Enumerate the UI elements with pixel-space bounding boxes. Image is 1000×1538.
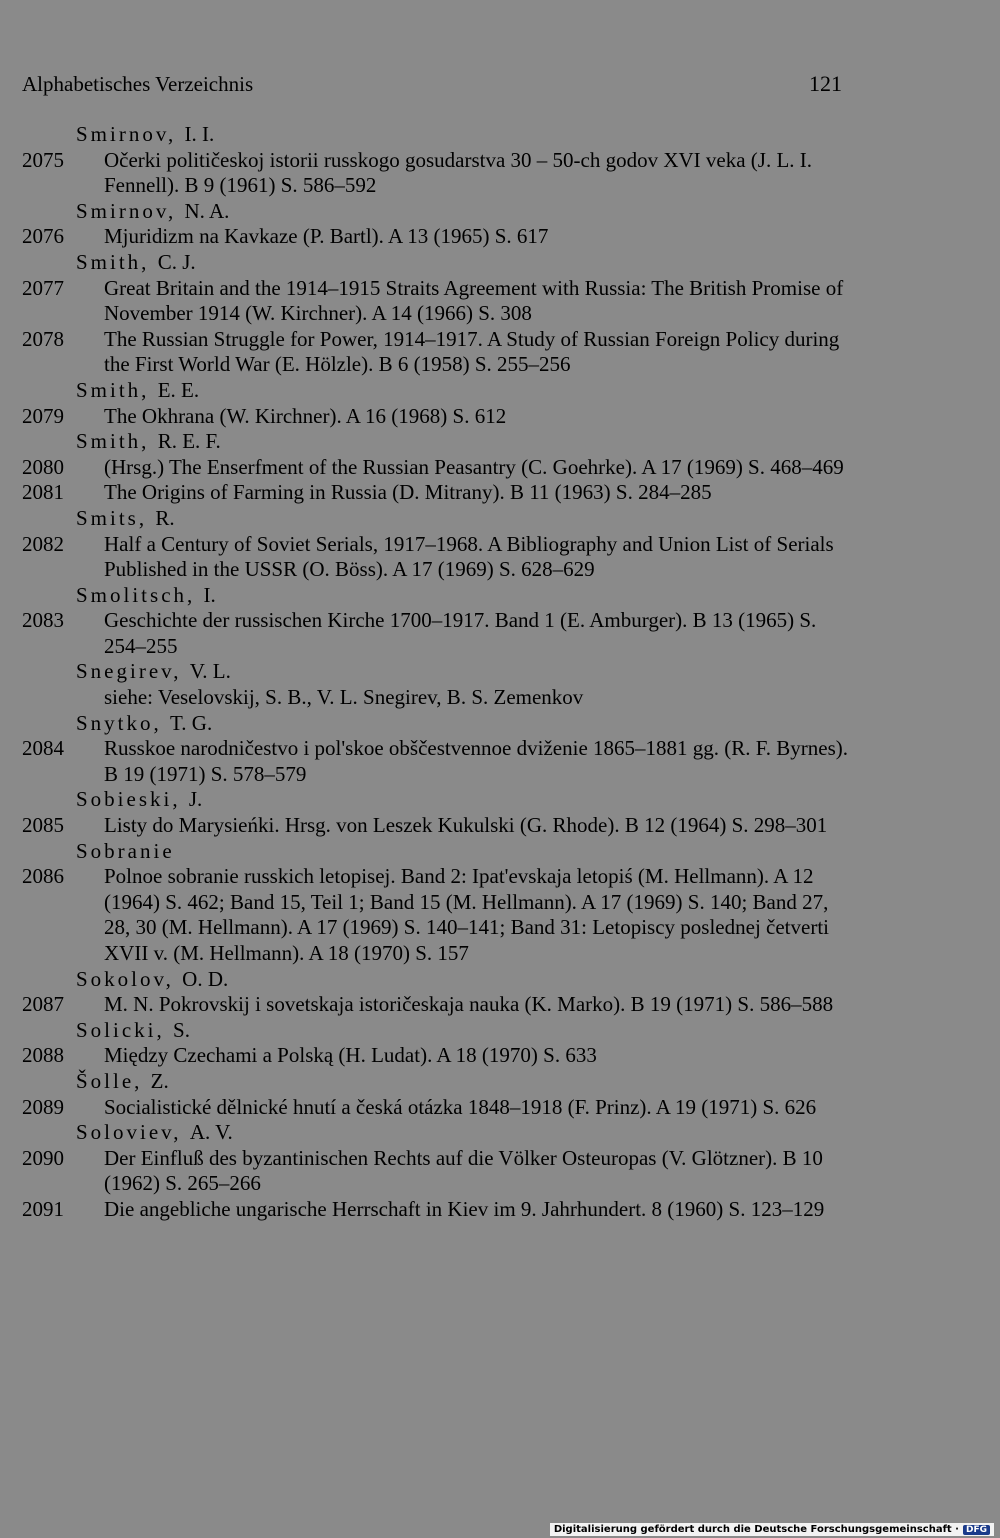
author-surname: Smirnov, [76, 198, 177, 223]
author-heading [22, 1069, 852, 1095]
index-entry [22, 992, 852, 1018]
entry-number: 2080 [22, 454, 64, 479]
author-initials: C. J. [157, 249, 196, 274]
author-heading [22, 711, 852, 737]
author-surname: Sokolov, [76, 966, 174, 991]
entry-text: Die angebliche ungarische Herrschaft in Kiev im 9. Jahrhundert. 8 (1960) S. 123–129 [104, 1196, 825, 1221]
author-initials: R. E. F. [157, 429, 221, 454]
author-surname: Smith, [76, 249, 150, 274]
entry-number: 2078 [22, 326, 64, 351]
index-entry [22, 685, 852, 711]
entry-number [22, 685, 104, 711]
page-title: Alphabetisches Verzeichnis [22, 72, 254, 96]
entry-number: 2084 [22, 736, 64, 761]
author-surname: Sobieski, [76, 787, 181, 812]
entry-text: Socialistické dělnické hnutí a česká otázka 1848–1918 (F. Prinz). A 19 (1971) S. 626 [104, 1094, 817, 1119]
entry-number: 2083 [22, 608, 64, 633]
index-entry [22, 608, 852, 659]
entry-number: 2089 [22, 1094, 64, 1119]
index-entry [22, 736, 852, 787]
entry-number: 2086 [22, 864, 64, 889]
author-surname: Snytko, [76, 710, 162, 735]
entry-text: The Russian Struggle for Power, 1914–1917. A Study of Russian Foreign Policy during the First World War (E. Hölzle). B 6 (1958) S. 255–256 [104, 326, 840, 377]
entry-number: 2090 [22, 1145, 64, 1170]
entry-number: 2082 [22, 531, 64, 556]
entry-text: Half a Century of Soviet Serials, 1917–1968. A Bibliography and Union List of Serials Published in the USSR (O. Böss). A 17 (1969) S. 628–629 [104, 531, 834, 582]
entry-text: The Origins of Farming in Russia (D. Mitrany). B 11 (1963) S. 284–285 [104, 480, 712, 505]
entry-number: 2079 [22, 403, 64, 428]
author-heading [22, 199, 852, 225]
author-heading [22, 506, 852, 532]
index-entry [22, 1095, 852, 1121]
index-entry [22, 224, 852, 250]
entry-text: Mjuridizm na Kavkaze (P. Bartl). A 13 (1965) S. 617 [104, 224, 549, 249]
page-number: 121 [809, 71, 842, 96]
author-heading [22, 122, 852, 148]
author-initials: I. I. [184, 122, 215, 146]
entry-text: Great Britain and the 1914–1915 Straits Agreement with Russia: The British Promise of November 1914 (W. Kirchner). A 14 (1966) S. 308 [104, 275, 844, 326]
entry-text: Russkoe narodničestvo i pol'skoe obščestvennoe dviženie 1865–1881 gg. (R. F. Byrnes). B 19 (1971) S. 578–579 [104, 736, 848, 786]
index-entry [22, 813, 852, 839]
entry-number: 2075 [22, 147, 64, 172]
index-entry [22, 404, 852, 430]
index-entry [22, 1146, 852, 1197]
author-initials: A. V. [189, 1120, 233, 1145]
entry-number: 2091 [22, 1196, 64, 1221]
author-surname: Soloviev, [76, 1120, 182, 1145]
entry-number: 2088 [22, 1043, 64, 1068]
author-initials: E. E. [157, 377, 200, 402]
entry-text: Między Czechami a Polską (H. Ludat). A 18 (1970) S. 633 [104, 1043, 597, 1068]
entry-number: 2085 [22, 813, 64, 838]
author-initials: O. D. [182, 966, 229, 991]
index-entry [22, 148, 852, 199]
author-initials: V. L. [189, 659, 231, 684]
author-surname: Smolitsch, [76, 582, 196, 607]
author-initials: N. A. [184, 198, 230, 223]
entry-text: M. N. Pokrovskij i sovetskaja istoričeskaja nauka (K. Marko). B 19 (1971) S. 586–588 [104, 992, 834, 1017]
author-surname: Šolle, [76, 1068, 143, 1093]
index-entry [22, 532, 852, 583]
author-surname: Smith, [76, 377, 150, 402]
author-initials: S. [173, 1017, 190, 1042]
entry-text: (Hrsg.) The Enserfment of the Russian Peasantry (C. Goehrke). A 17 (1969) S. 468–469 [104, 454, 844, 479]
digitization-footer [550, 1523, 994, 1536]
author-heading [22, 659, 852, 685]
footer-text: Digitalisierung gefördert durch die Deutsche Forschungsgemeinschaft · [553, 1524, 959, 1535]
index-entries [22, 122, 852, 1223]
author-initials: J. [188, 787, 203, 812]
author-surname: Solicki, [76, 1017, 165, 1042]
entry-number: 2077 [22, 275, 64, 300]
entry-text: Polnoe sobranie russkich letopisej. Band 2: Ipat'evskaja letopiś (M. Hellmann). A 12 (1964) S. 462; Band 15, Teil 1; Band 15 (M. Hellmann). A 17 (1969) S. 140; Band 27, 28, 30 (M. Hellmann). A 17 (1969) S. 140–141; Band 31: Letopiscy poslednej četverti XVII v. (M. Hellmann). A 18 (1970) S. 157 [104, 864, 829, 965]
author-heading [22, 583, 852, 609]
author-initials: R. [155, 505, 175, 530]
index-entry [22, 480, 852, 506]
entry-text: Očerki političeskoj istorii russkogo gosudarstva 30 – 50-ch godov XVI veka (J. L. I. Fennell). B 9 (1961) S. 586–592 [104, 147, 813, 198]
author-surname: Sobranie [76, 838, 175, 863]
index-entry [22, 1043, 852, 1069]
author-initials: T. G. [170, 710, 213, 735]
index-entry [22, 276, 852, 327]
index-entry [22, 455, 852, 481]
author-heading [22, 1018, 852, 1044]
author-heading [22, 429, 852, 455]
author-heading [22, 1120, 852, 1146]
author-heading [22, 967, 852, 993]
author-surname: Snegirev, [76, 659, 182, 684]
entry-text: Geschichte der russischen Kirche 1700–1917. Band 1 (E. Amburger). B 13 (1965) S. 254–255 [104, 608, 817, 658]
index-entry [22, 327, 852, 378]
author-initials: Z. [150, 1068, 169, 1093]
author-surname: Smits, [76, 505, 148, 530]
author-surname: Smith, [76, 429, 150, 454]
author-heading [22, 378, 852, 404]
author-heading [22, 839, 852, 865]
entry-text: The Okhrana (W. Kirchner). A 16 (1968) S. 612 [104, 403, 507, 428]
index-entry [22, 864, 852, 966]
entry-text: siehe: Veselovskij, S. B., V. L. Snegirev, B. S. Zemenkov [104, 685, 584, 710]
author-heading [22, 787, 852, 813]
dfg-logo: DFG [963, 1525, 990, 1535]
entry-number: 2081 [22, 480, 64, 505]
author-heading [22, 250, 852, 276]
entry-number: 2087 [22, 992, 64, 1017]
entry-text: Der Einfluß des byzantinischen Rechts auf die Völker Osteuropas (V. Glötzner). B 10 (1962) S. 265–266 [104, 1145, 823, 1196]
index-entry [22, 1197, 852, 1223]
author-surname: Smirnov, [76, 122, 177, 146]
entry-number: 2076 [22, 224, 64, 249]
entry-text: Listy do Marysieńki. Hrsg. von Leszek Kukulski (G. Rhode). B 12 (1964) S. 298–301 [104, 813, 828, 838]
author-initials: I. [203, 582, 216, 607]
